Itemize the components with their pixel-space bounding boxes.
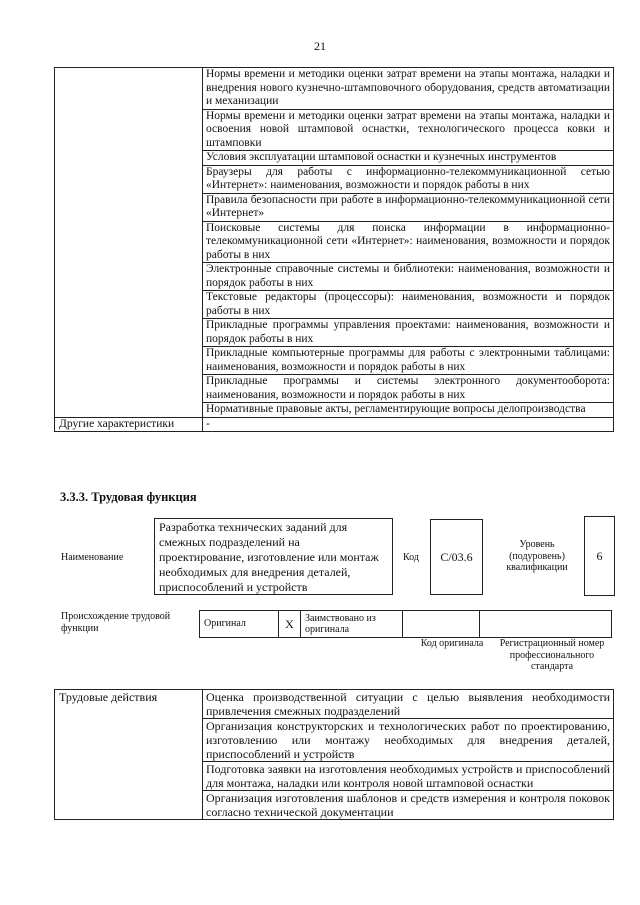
origin-table [199,610,612,638]
page-number: 21 [314,39,326,53]
knowledge-label-cell [55,68,203,418]
code-label: Код [403,552,419,563]
other-characteristics-value: - [203,417,614,432]
origin-label: Происхождение трудовой функции [61,611,171,634]
labor-action-item: Подготовка заявки на изготовления необходимых устройств и приспособлений для монтажа, наладки или контроля новой штамповой оснастки [203,762,614,791]
knowledge-item: Нормативные правовые акты, регламентирующие вопросы делопроизводства [203,403,614,418]
knowledge-requirements-table [54,67,614,432]
borrowed-cell: Заимствовано из оригинала [301,611,403,638]
knowledge-item: Правила безопасности при работе в информационно-телекоммуникационной сети «Интернет» [203,193,614,221]
other-characteristics-label: Другие характеристики [55,417,203,432]
qualification-level-label: Уровень (подуровень) квалификации [506,539,568,573]
knowledge-item: Прикладные компьютерные программы для работы с электронными таблицами: наименования, возможности и порядок работы в них [203,347,614,375]
code-original-label: Код оригинала [420,638,484,649]
original-cell: Оригинал [200,611,279,638]
table-row [55,68,614,110]
labor-action-item: Организация конструкторских и технологических работ по проектированию, изготовлению или монтажу необходимых для внедрения деталей, приспособлений и устройств [203,719,614,762]
knowledge-item: Браузеры для работы с информационно-телекоммуникационной сетью «Интернет»: наименования, возможности и порядок работы в них [203,165,614,193]
function-name-box: Разработка технических заданий для смежных подразделений на проектирование, изготовление или монтаж необходимых для внедрения деталей, приспособлений и устройств [154,518,393,595]
labor-actions-label: Трудовые действия [55,690,203,820]
knowledge-item: Условия эксплуатации штамповой оснастки и кузнечных инструментов [203,151,614,166]
labor-actions-table [54,689,614,820]
knowledge-item: Нормы времени и методики оценки затрат времени на этапы монтажа, наладки и внедрения нового кузнечно-штамповочного оборудования, средств автоматизации и механизации [203,68,614,110]
reg-number-label: Регистрационный номер профессионального стандарта [499,638,605,672]
table-row [200,611,612,638]
knowledge-item: Прикладные программы и системы электронного документооборота: наименования, возможности и порядок работы в них [203,375,614,403]
qualification-level-box: 6 [584,516,615,596]
name-label: Наименование [61,552,124,563]
knowledge-item: Текстовые редакторы (процессоры): наименования, возможности и порядок работы в них [203,291,614,319]
code-original-cell [403,611,480,638]
knowledge-item: Поисковые системы для поиска информации в информационно-телекоммуникационной сети «Интернет»: наименования, возможности и порядок работы в них [203,221,614,263]
knowledge-item: Прикладные программы управления проектами: наименования, возможности и порядок работы в них [203,319,614,347]
knowledge-item: Электронные справочные системы и библиотеки: наименования, возможности и порядок работы в них [203,263,614,291]
knowledge-item: Нормы времени и методики оценки затрат времени на этапы монтажа, наладки и освоения новой штамповой оснастки, технологического процесса ковки и штамповки [203,109,614,151]
reg-number-cell [480,611,612,638]
original-mark: Х [279,611,301,638]
code-value-box: С/03.6 [430,519,483,595]
table-row [55,417,614,432]
labor-action-item: Организация изготовления шаблонов и средств измерения и контроля поковок согласно технической документации [203,791,614,820]
labor-action-item: Оценка производственной ситуации с целью выявления необходимости привлечения смежных подразделений [203,690,614,719]
section-heading: 3.3.3. Трудовая функция [60,490,197,504]
table-row [55,690,614,719]
